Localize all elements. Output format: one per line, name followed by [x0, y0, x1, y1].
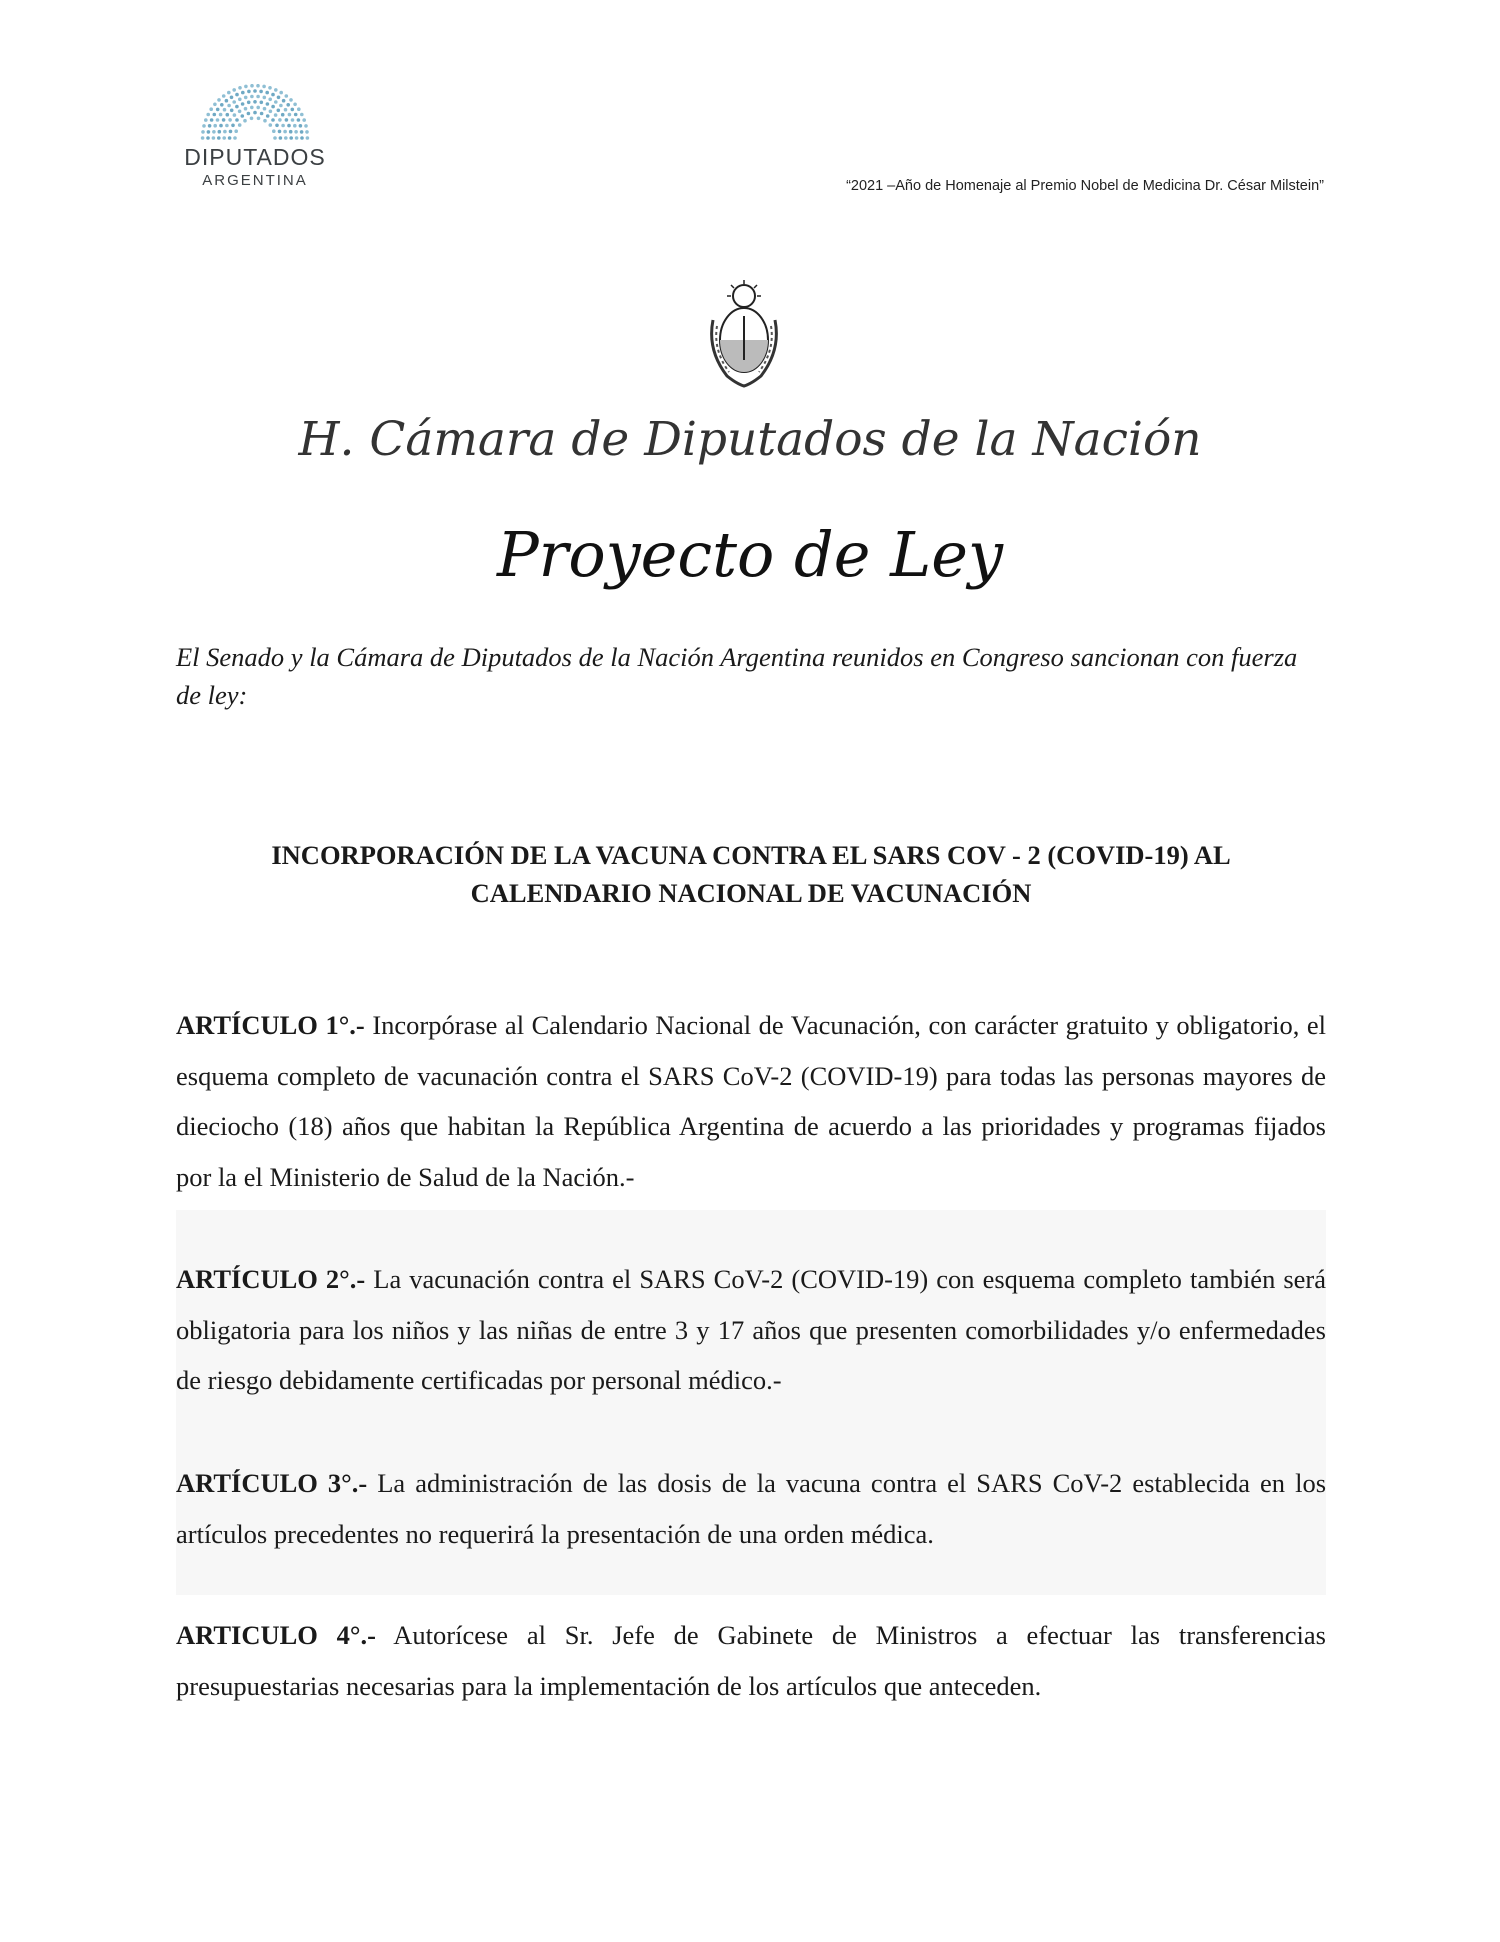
article-text: Incorpórase al Calendario Nacional de Vacunación, con carácter gratuito y obligatorio, el esquema completo de vacunación contra el SARS CoV-2 (COVID-19) para todas las personas mayores de dieciocho (18) años que habitan la República Argentina de acuerdo a las prioridades y programas fijados por la el Ministerio de Salud de la Nación.-	[176, 1010, 1327, 1192]
article-1	[176, 1000, 1326, 1202]
article-label: ARTÍCULO 3°.-	[176, 1468, 368, 1498]
article-text: La administración de las dosis de la vacuna contra el SARS CoV-2 establecida en los artículos precedentes no requerirá la presentación de una orden médica.	[176, 1468, 1327, 1549]
title-line-2: CALENDARIO NACIONAL DE VACUNACIÓN	[470, 878, 1032, 908]
article-4	[176, 1610, 1326, 1711]
document-type: Proyecto de Ley	[496, 518, 1004, 591]
logo-title: DIPUTADOS	[184, 144, 326, 170]
logo-subtitle: ARGENTINA	[202, 172, 308, 189]
article-text: La vacunación contra el SARS CoV-2 (COVID-19) con esquema completo también será obligatoria para los niños y las niñas de entre 3 y 17 años que presenten comorbilidades y/o enfermedades de riesgo debidamente certificadas por personal médico.-	[176, 1264, 1327, 1395]
article-3	[176, 1450, 1326, 1595]
article-text: Autorícese al Sr. Jefe de Gabinete de Ministros a efectuar las transferencias presupuestarias necesarias para la implementación de los artículos que anteceden.	[176, 1620, 1326, 1701]
coat-of-arms-icon	[707, 280, 781, 395]
article-label: ARTÍCULO 1°.-	[176, 1010, 365, 1040]
year-motto: “2021 –Año de Homenaje al Premio Nobel de Medicina Dr. César Milstein”	[846, 178, 1324, 194]
hemicycle-icon	[196, 84, 314, 140]
article-label: ARTICULO 4°.-	[176, 1620, 376, 1650]
intro-paragraph: El Senado y la Cámara de Diputados de la Nación Argentina reunidos en Congreso sancionan con fuerza de ley:	[176, 642, 1298, 710]
document-title	[176, 836, 1326, 912]
diputados-logo	[180, 84, 330, 189]
article-label: ARTÍCULO 2°.-	[176, 1264, 366, 1294]
institution-name: H. Cámara de Diputados de la Nación	[298, 412, 1202, 467]
title-line-1: INCORPORACIÓN DE LA VACUNA CONTRA EL SARS COV - 2 (COVID-19) AL	[271, 840, 1231, 870]
